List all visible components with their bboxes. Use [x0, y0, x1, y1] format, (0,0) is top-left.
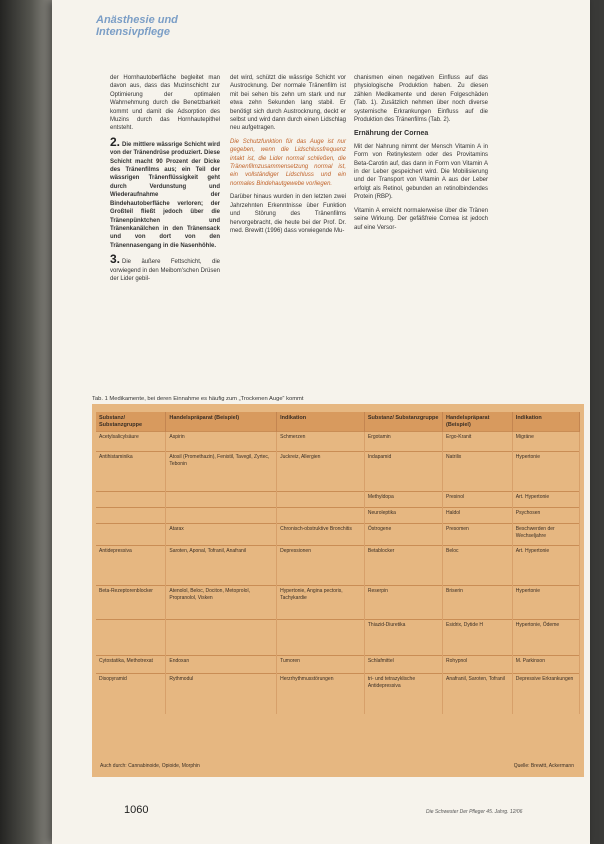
table-row — [96, 432, 580, 452]
header-line-1: Anästhesie und — [96, 14, 178, 26]
table-cell: Presomen — [443, 524, 513, 546]
table-row — [96, 546, 580, 586]
paragraph-number: 3. — [110, 252, 121, 267]
table-cell: Methyldopa — [364, 492, 442, 508]
table-cell: Briserin — [443, 586, 513, 620]
table-cell: Beschwerden der Wechseljahre — [512, 524, 579, 546]
paragraph-number: 2. — [110, 134, 121, 149]
paragraph: der Hornhautoberfläche begleitet man davon aus, dass das Muzinschicht zur Optimierung der optimalen Wahrnehmung durch die Benetzbarkeit kommt und damit die Adsorption des Muzins durch das Hornhautepithel entsteht. — [110, 75, 220, 132]
paragraph: Darüber hinaus wurden in den letzten zwei Jahrzehnten Erkenntnisse über Funktion und Störung des Tränenfilms hervorgebracht, die heute bei der Prof. Dr. med. Brewitt (1996) dass vorwiegende Mu- — [230, 194, 346, 234]
table-row — [96, 586, 580, 620]
table-cell: Depressionen — [277, 546, 365, 586]
table-cell: Art. Hypertonie — [512, 546, 579, 586]
table-cell: Art. Hypertonie — [512, 492, 579, 508]
table-cell — [166, 492, 277, 508]
journal-footer: Die Schwester Der Pfleger 45. Jahrg. 12/06 — [426, 809, 523, 815]
table-cell — [277, 508, 365, 524]
table-cell: Rohypnol — [443, 656, 513, 674]
table-cell: Saroten, Aponal, Tofranil, Anafranil — [166, 546, 277, 586]
table-cell: Disopyramid — [96, 674, 166, 714]
table-row — [96, 492, 580, 508]
table-cell: Cytostatika, Methotrexat — [96, 656, 166, 674]
table-row — [96, 508, 580, 524]
table-cell: Anafranil, Saroten, Tofranil — [443, 674, 513, 714]
table-row — [96, 620, 580, 656]
table-row — [96, 452, 580, 492]
table-row — [96, 674, 580, 714]
book-binding — [0, 0, 52, 844]
table-cell — [96, 620, 166, 656]
table-cell: Psychosen — [512, 508, 579, 524]
table-header-row — [96, 412, 580, 432]
page-number: 1060 — [124, 804, 149, 816]
table-cell: Ergo-Kranit — [443, 432, 513, 452]
table-cell — [96, 492, 166, 508]
column-header: Handelspräparat (Beispiel) — [443, 412, 513, 432]
table-cell: Hypertonie, Angina pectoris, Tachykardie — [277, 586, 365, 620]
table-cell: M. Parkinson — [512, 656, 579, 674]
column-header: Indikation — [277, 412, 365, 432]
table-cell — [166, 620, 277, 656]
table-cell: Antihistaminika — [96, 452, 166, 492]
table-body — [96, 432, 580, 714]
table-cell — [277, 492, 365, 508]
highlight-note: Die Schutzfunktion für das Auge ist nur gegeben, wenn die Lidschlussfrequenz intakt ist, die Lider normal schließen, die Tränenfilmzusammensetzung normal ist, ein vollständiger Lidschluss und ein normales Bindehautgewebe vorliegen. — [230, 138, 346, 187]
table-cell: Atenolol, Beloc, Dociton, Metoprolol, Propranolol, Visken — [166, 586, 277, 620]
table-cell: Herzrhythmusstörungen — [277, 674, 365, 714]
table-cell: Östrogene — [364, 524, 442, 546]
table-cell: Hypertonie — [512, 452, 579, 492]
medication-table — [96, 412, 580, 714]
table-cell: Reserpin — [364, 586, 442, 620]
table-cell: Esidrix, Dytide H — [443, 620, 513, 656]
table-cell — [96, 524, 166, 546]
table-cell: Endoxan — [166, 656, 277, 674]
paragraph: Mit der Nahrung nimmt der Mensch Vitamin A in Form von Retinylestern oder des Provitamins Beta-Carotin auf, das dann in Form von Vitamin A in der Leber gespeichert wird. Die Mobilisierung und der Transport von Vitamin A aus der Leber erfolgt als Retinol, gebunden an retinolbindendes Protein (RBP). — [354, 143, 488, 201]
table-row — [96, 524, 580, 546]
column-header: Substanz/ Substanzgruppe — [96, 412, 166, 432]
table-cell: Presinol — [443, 492, 513, 508]
table-cell: Atosil (Promethazin), Fenistil, Tavegil, Zyrtec, Tebonin — [166, 452, 277, 492]
table-cell: Juckreiz, Allergien — [277, 452, 365, 492]
medication-table-box — [92, 404, 584, 777]
table-cell: Atarax — [166, 524, 277, 546]
table-cell: Natrilix — [443, 452, 513, 492]
table-source-note: Auch durch: Cannabinoide, Opioide, Morphin — [100, 763, 200, 769]
table-cell: Acetylsalicylsäure — [96, 432, 166, 452]
table-cell: Beloc — [443, 546, 513, 586]
column-header: Handelspräparat (Beispiel) — [166, 412, 277, 432]
paragraph — [110, 134, 220, 250]
table-cell: Indapamid — [364, 452, 442, 492]
table-cell: Depressive Erkrankungen — [512, 674, 579, 714]
table-cell — [277, 620, 365, 656]
table-cell: Betablocker — [364, 546, 442, 586]
table-cell: Neuroleptika — [364, 508, 442, 524]
section-header — [96, 14, 178, 38]
table-cell: Beta-Rezeptorenblocker — [96, 586, 166, 620]
table-cell: Rythmodul — [166, 674, 277, 714]
text-column-1 — [110, 74, 220, 288]
paragraph-text: Die mittlere wässrige Schicht wird von der Tränendrüse produziert. Diese Schicht macht 90 Prozent der Dicke des Tränenfilms aus; ein Teil der wässrigen Tränenflüssigkeit geht durch Verdunstung und Wiederaufnahme der Bindehautoberfläche verloren; der Großteil fließt jedoch über die Tränenpünktchen und Tränenkanälchen in den Tränensack und von dort von den Tränennasengang in die Nasenhöhle. — [110, 141, 220, 249]
paragraph: det wird, schützt die wässrige Schicht vor Austrocknung. Der normale Tränenfilm ist mit bei sehen bis zehn um stark und nur etwa zehn Sekunden lang stabil. Er benötigt sich durch Austrocknung, deckt er selbst und wird dann durch einen Lidschlag neu aufgetragen. — [230, 75, 346, 132]
table-cell: tri- und tetrazyklische Antidepressiva — [364, 674, 442, 714]
paragraph — [110, 252, 220, 283]
table-caption: Tab. 1 Medikamente, bei deren Einnahme es häufig zum „Trockenen Auge“ kommt — [92, 396, 304, 402]
text-column-3 — [354, 74, 488, 237]
table-cell: Tumoren — [277, 656, 365, 674]
paragraph-text: Die äußere Fettschicht, die vorwiegend in den Meibom'schen Drüsen der Lider gebil- — [110, 259, 220, 282]
table-cell: Hypertonie, Ödeme — [512, 620, 579, 656]
text-column-2 — [230, 74, 346, 240]
table-cell: Chronisch-obstruktive Bronchitis — [277, 524, 365, 546]
table-cell: Antidepressiva — [96, 546, 166, 586]
table-cell: Ergotamin — [364, 432, 442, 452]
header-line-2: Intensivpflege — [96, 26, 170, 38]
table-cell — [166, 508, 277, 524]
table-cell: Thiazid-Diuretika — [364, 620, 442, 656]
table-source-credit: Quelle: Brewitt, Ackermann — [513, 763, 574, 769]
table-row — [96, 656, 580, 674]
table-cell: Haldol — [443, 508, 513, 524]
table-cell: Aspirin — [166, 432, 277, 452]
table-cell: Schlafmittel — [364, 656, 442, 674]
table-cell: Schmerzen — [277, 432, 365, 452]
paragraph: Vitamin A erreicht normalerweise über die Tränen seine Wirkung. Der gefäßfreie Cornea ist jedoch auf eine Versor- — [354, 207, 488, 231]
column-header: Indikation — [512, 412, 579, 432]
column-header: Substanz/ Substanzgruppe — [364, 412, 442, 432]
paragraph: chanismen einen negativen Einfluss auf das physiologische Produktion haben. Zu diesen zählen Medikamente und deren Folgeschäden (Tab. 1). Zusätzlich nehmen über noch diverse systemische Erkrankungen Einfluss auf die Produktion des Tränenfilms (Tab. 2). — [354, 75, 488, 124]
section-heading: Ernährung der Cornea — [354, 130, 429, 138]
table-cell: Hypertonie — [512, 586, 579, 620]
table-cell — [96, 508, 166, 524]
table-cell: Migräne — [512, 432, 579, 452]
